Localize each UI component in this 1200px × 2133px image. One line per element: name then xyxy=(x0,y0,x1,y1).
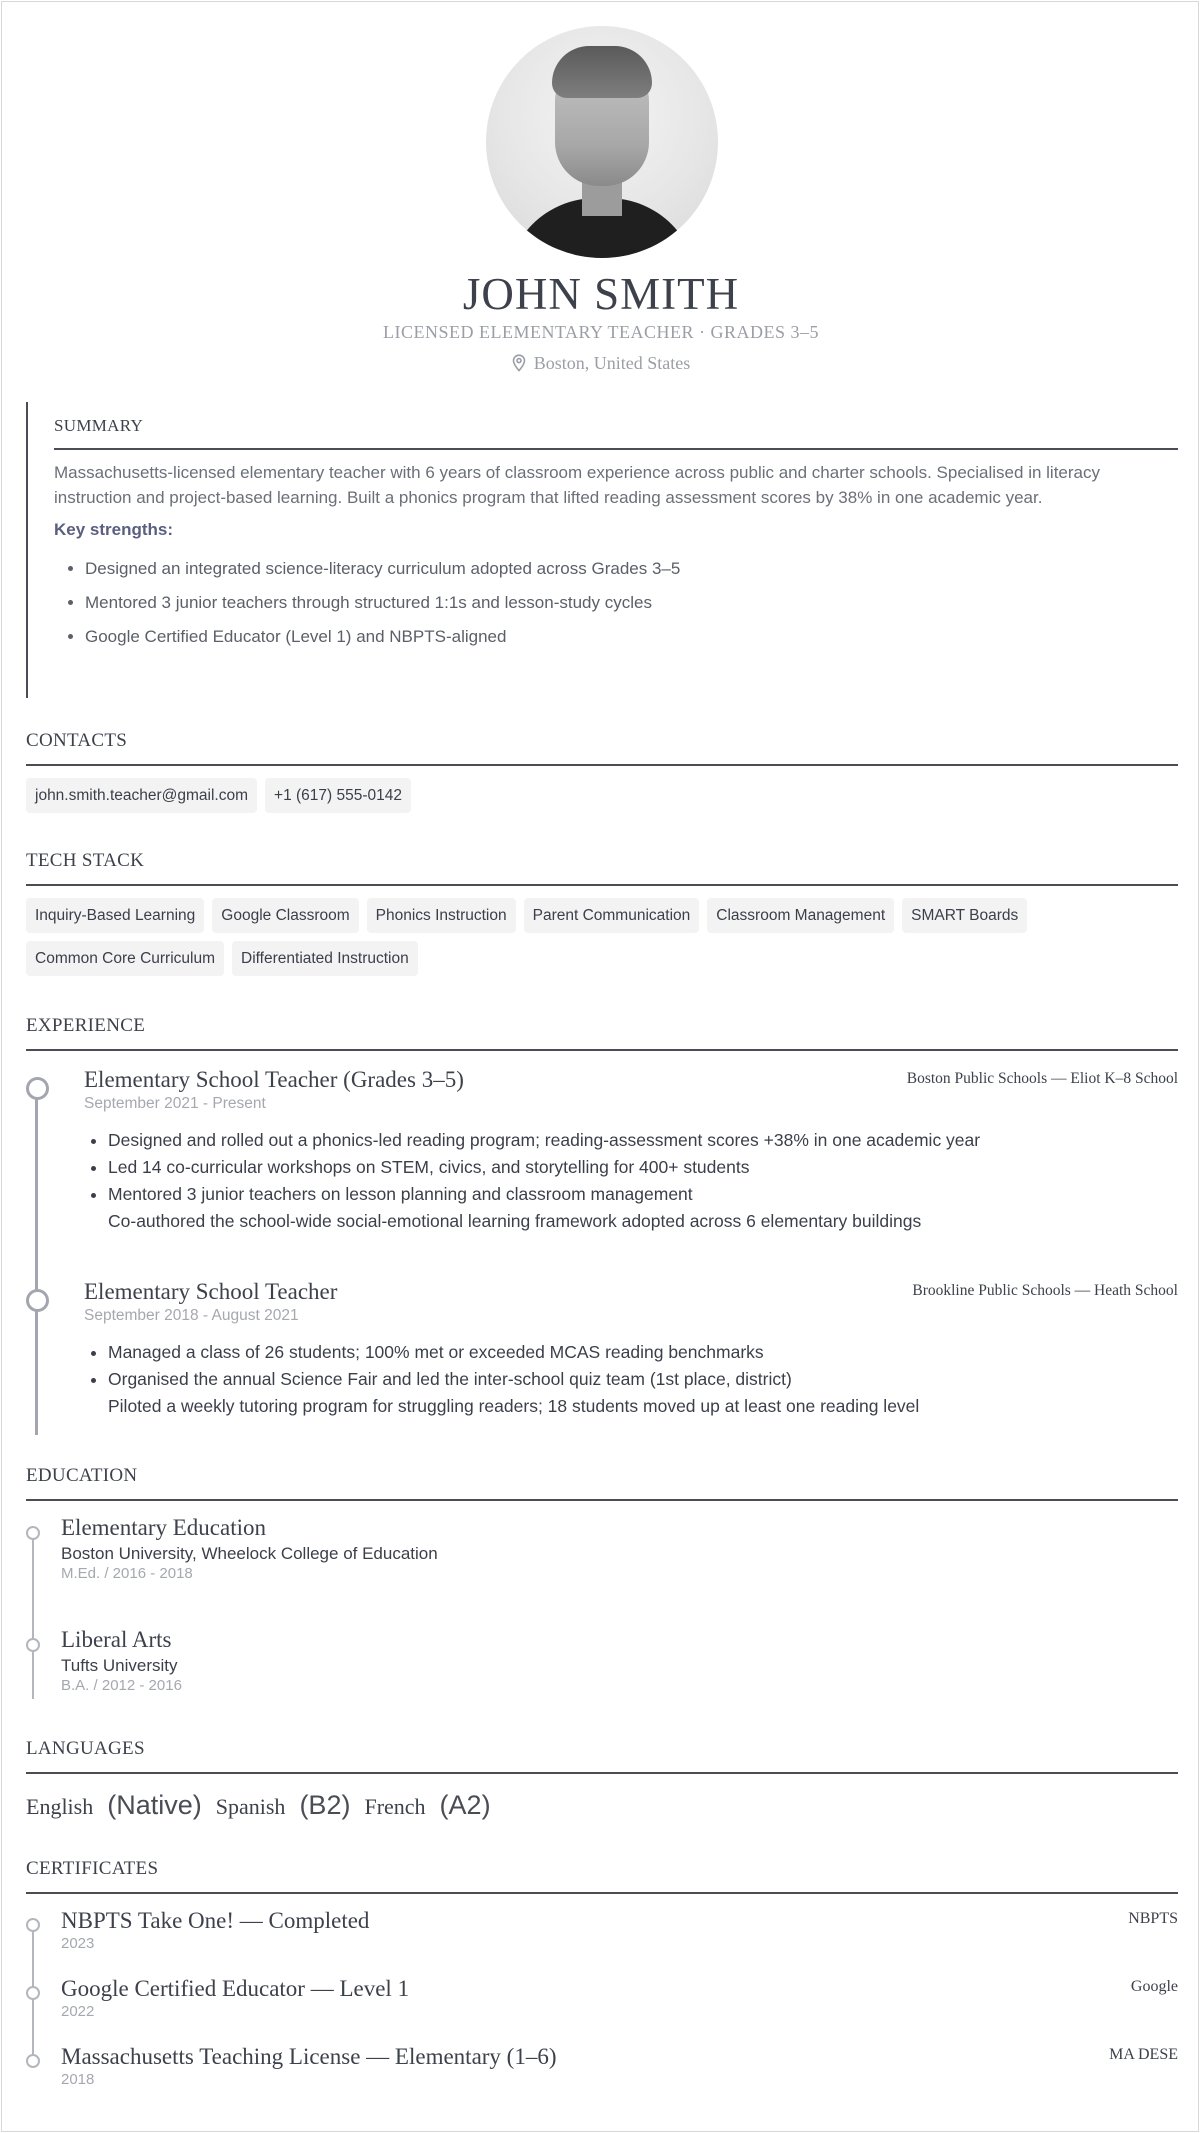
language-level: (A2) xyxy=(439,1790,491,1820)
education-field: Elementary Education xyxy=(61,1515,267,1540)
skill-chip: Google Classroom xyxy=(212,898,358,933)
language-name: English xyxy=(26,1794,94,1819)
certificate-issuer: MA DESE xyxy=(1109,2046,1178,2063)
education-section xyxy=(26,1465,1178,1715)
timeline-dot xyxy=(26,1526,40,1540)
language-level: (B2) xyxy=(299,1790,351,1820)
timeline-dot xyxy=(26,2054,40,2068)
education-entry xyxy=(61,1627,1178,1694)
certificate-name: Massachusetts Teaching License — Elementary (1–6) xyxy=(61,2044,557,2069)
candidate-location xyxy=(2,353,1200,374)
certificate-entry xyxy=(61,2044,1178,2088)
skill-chip: Common Core Curriculum xyxy=(26,941,224,976)
email-link[interactable]: john.smith.teacher@gmail.com xyxy=(26,778,257,813)
job-dates: September 2018 - August 2021 xyxy=(84,1307,299,1324)
language-name: French xyxy=(364,1794,426,1819)
summary-section xyxy=(26,402,1178,698)
skill-chip: Differentiated Instruction xyxy=(232,941,418,976)
job-bullets xyxy=(84,1127,1178,1235)
education-field: Liberal Arts xyxy=(61,1627,172,1652)
skill-chip: Classroom Management xyxy=(707,898,894,933)
phone-link[interactable]: +1 (617) 555-0142 xyxy=(265,778,411,813)
candidate-name: JOHN SMITH xyxy=(462,269,740,319)
certificate-year: 2018 xyxy=(61,2071,95,2088)
list-item: Piloted a weekly tutoring program for struggling readers; 18 students moved up at least one reading level xyxy=(108,1396,920,1416)
language-name: Spanish xyxy=(215,1794,286,1819)
list-item: • Mentored 3 junior teachers through structured 1:1s and lesson-study cycles xyxy=(85,586,1178,620)
job-organization: Boston Public Schools — Eliot K–8 School xyxy=(906,1070,1178,1087)
contacts-section xyxy=(26,730,1178,813)
photo-hair xyxy=(552,46,652,98)
certificate-issuer: NBPTS xyxy=(1128,1910,1178,1927)
certificate-issuer: Google xyxy=(1130,1978,1178,1995)
map-pin-icon xyxy=(512,354,526,372)
education-meta: B.A. / 2012 - 2016 xyxy=(61,1677,182,1694)
list-item: • Google Certified Educator (Level 1) and NBPTS-aligned xyxy=(85,620,1178,654)
job-entry xyxy=(84,1067,1178,1235)
candidate-role: LICENSED ELEMENTARY TEACHER · GRADES 3–5 xyxy=(382,322,820,342)
education-entry xyxy=(61,1515,1178,1582)
timeline-line xyxy=(32,1527,34,1699)
education-meta: M.Ed. / 2016 - 2018 xyxy=(61,1565,193,1582)
summary-title: SUMMARY xyxy=(54,402,1178,450)
certificate-name: Google Certified Educator — Level 1 xyxy=(61,1976,410,2001)
list-item: • Mentored 3 junior teachers on lesson planning and classroom management xyxy=(108,1181,1178,1208)
language-level: (Native) xyxy=(107,1790,202,1820)
certificate-year: 2023 xyxy=(61,1935,95,1952)
job-title: Elementary School Teacher (Grades 3–5) xyxy=(84,1067,464,1092)
timeline-dot xyxy=(26,1289,49,1312)
certificate-name: NBPTS Take One! — Completed xyxy=(61,1908,370,1933)
contacts-title: CONTACTS xyxy=(26,730,1178,766)
experience-title: EXPERIENCE xyxy=(26,1015,1178,1051)
list-item: • Organised the annual Science Fair and led the inter-school quiz team (1st place, district) xyxy=(108,1366,1178,1393)
timeline-line xyxy=(35,1089,38,1435)
job-organization: Brookline Public Schools — Heath School xyxy=(912,1282,1178,1299)
certificate-entry xyxy=(61,1908,1178,1952)
key-strengths-list xyxy=(54,552,1178,654)
certificates-title: CERTIFICATES xyxy=(26,1858,1178,1894)
job-title: Elementary School Teacher xyxy=(84,1279,338,1304)
education-title: EDUCATION xyxy=(26,1465,1178,1501)
certificate-year: 2022 xyxy=(61,2003,95,2020)
timeline-dot xyxy=(26,1918,40,1932)
skill-chip: SMART Boards xyxy=(902,898,1027,933)
timeline-dot xyxy=(26,1638,40,1652)
resume-page xyxy=(1,1,1199,2132)
skill-chips xyxy=(26,898,1178,976)
summary-text: Massachusetts-licensed elementary teacher with 6 years of classroom experience across public and charter schools. Specialised in literacy instruction and project-based learning. Built a phonics program that lifted reading assessment scores by 38% in one academic year. xyxy=(54,463,1100,507)
education-school: Boston University, Wheelock College of Education xyxy=(61,1544,438,1563)
location-text: Boston, United States xyxy=(533,353,691,373)
certificate-entry xyxy=(61,1976,1178,2020)
job-dates: September 2021 - Present xyxy=(84,1095,266,1112)
skill-chip: Parent Communication xyxy=(524,898,700,933)
timeline-dot xyxy=(26,1986,40,2000)
contacts-list xyxy=(26,778,1178,813)
experience-section xyxy=(26,1015,1178,1435)
list-item: Co-authored the school-wide social-emotional learning framework adopted across 6 elementary buildings xyxy=(108,1211,922,1231)
list-item: • Designed an integrated science-literacy curriculum adopted across Grades 3–5 xyxy=(85,552,1178,586)
list-item: • Led 14 co-curricular workshops on STEM, civics, and storytelling for 400+ students xyxy=(108,1154,1178,1181)
list-item: • Managed a class of 26 students; 100% met or exceeded MCAS reading benchmarks xyxy=(108,1339,1178,1366)
timeline-dot xyxy=(26,1077,49,1100)
education-school: Tufts University xyxy=(61,1656,178,1675)
languages-title: LANGUAGES xyxy=(26,1738,1178,1774)
languages-list xyxy=(26,1790,1178,1821)
job-bullets xyxy=(84,1339,1178,1420)
list-item: • Designed and rolled out a phonics-led reading program; reading-assessment scores +38% in one academic year xyxy=(108,1127,1178,1154)
key-strengths-label: Key strengths: xyxy=(54,520,174,539)
certificates-section xyxy=(26,1858,1178,2108)
job-entry xyxy=(84,1279,1178,1420)
tech-stack-title: TECH STACK xyxy=(26,850,1178,886)
skill-chip: Inquiry-Based Learning xyxy=(26,898,204,933)
languages-section xyxy=(26,1738,1178,1821)
profile-photo xyxy=(486,26,718,258)
tech-stack-section xyxy=(26,850,1178,976)
skill-chip: Phonics Instruction xyxy=(367,898,516,933)
